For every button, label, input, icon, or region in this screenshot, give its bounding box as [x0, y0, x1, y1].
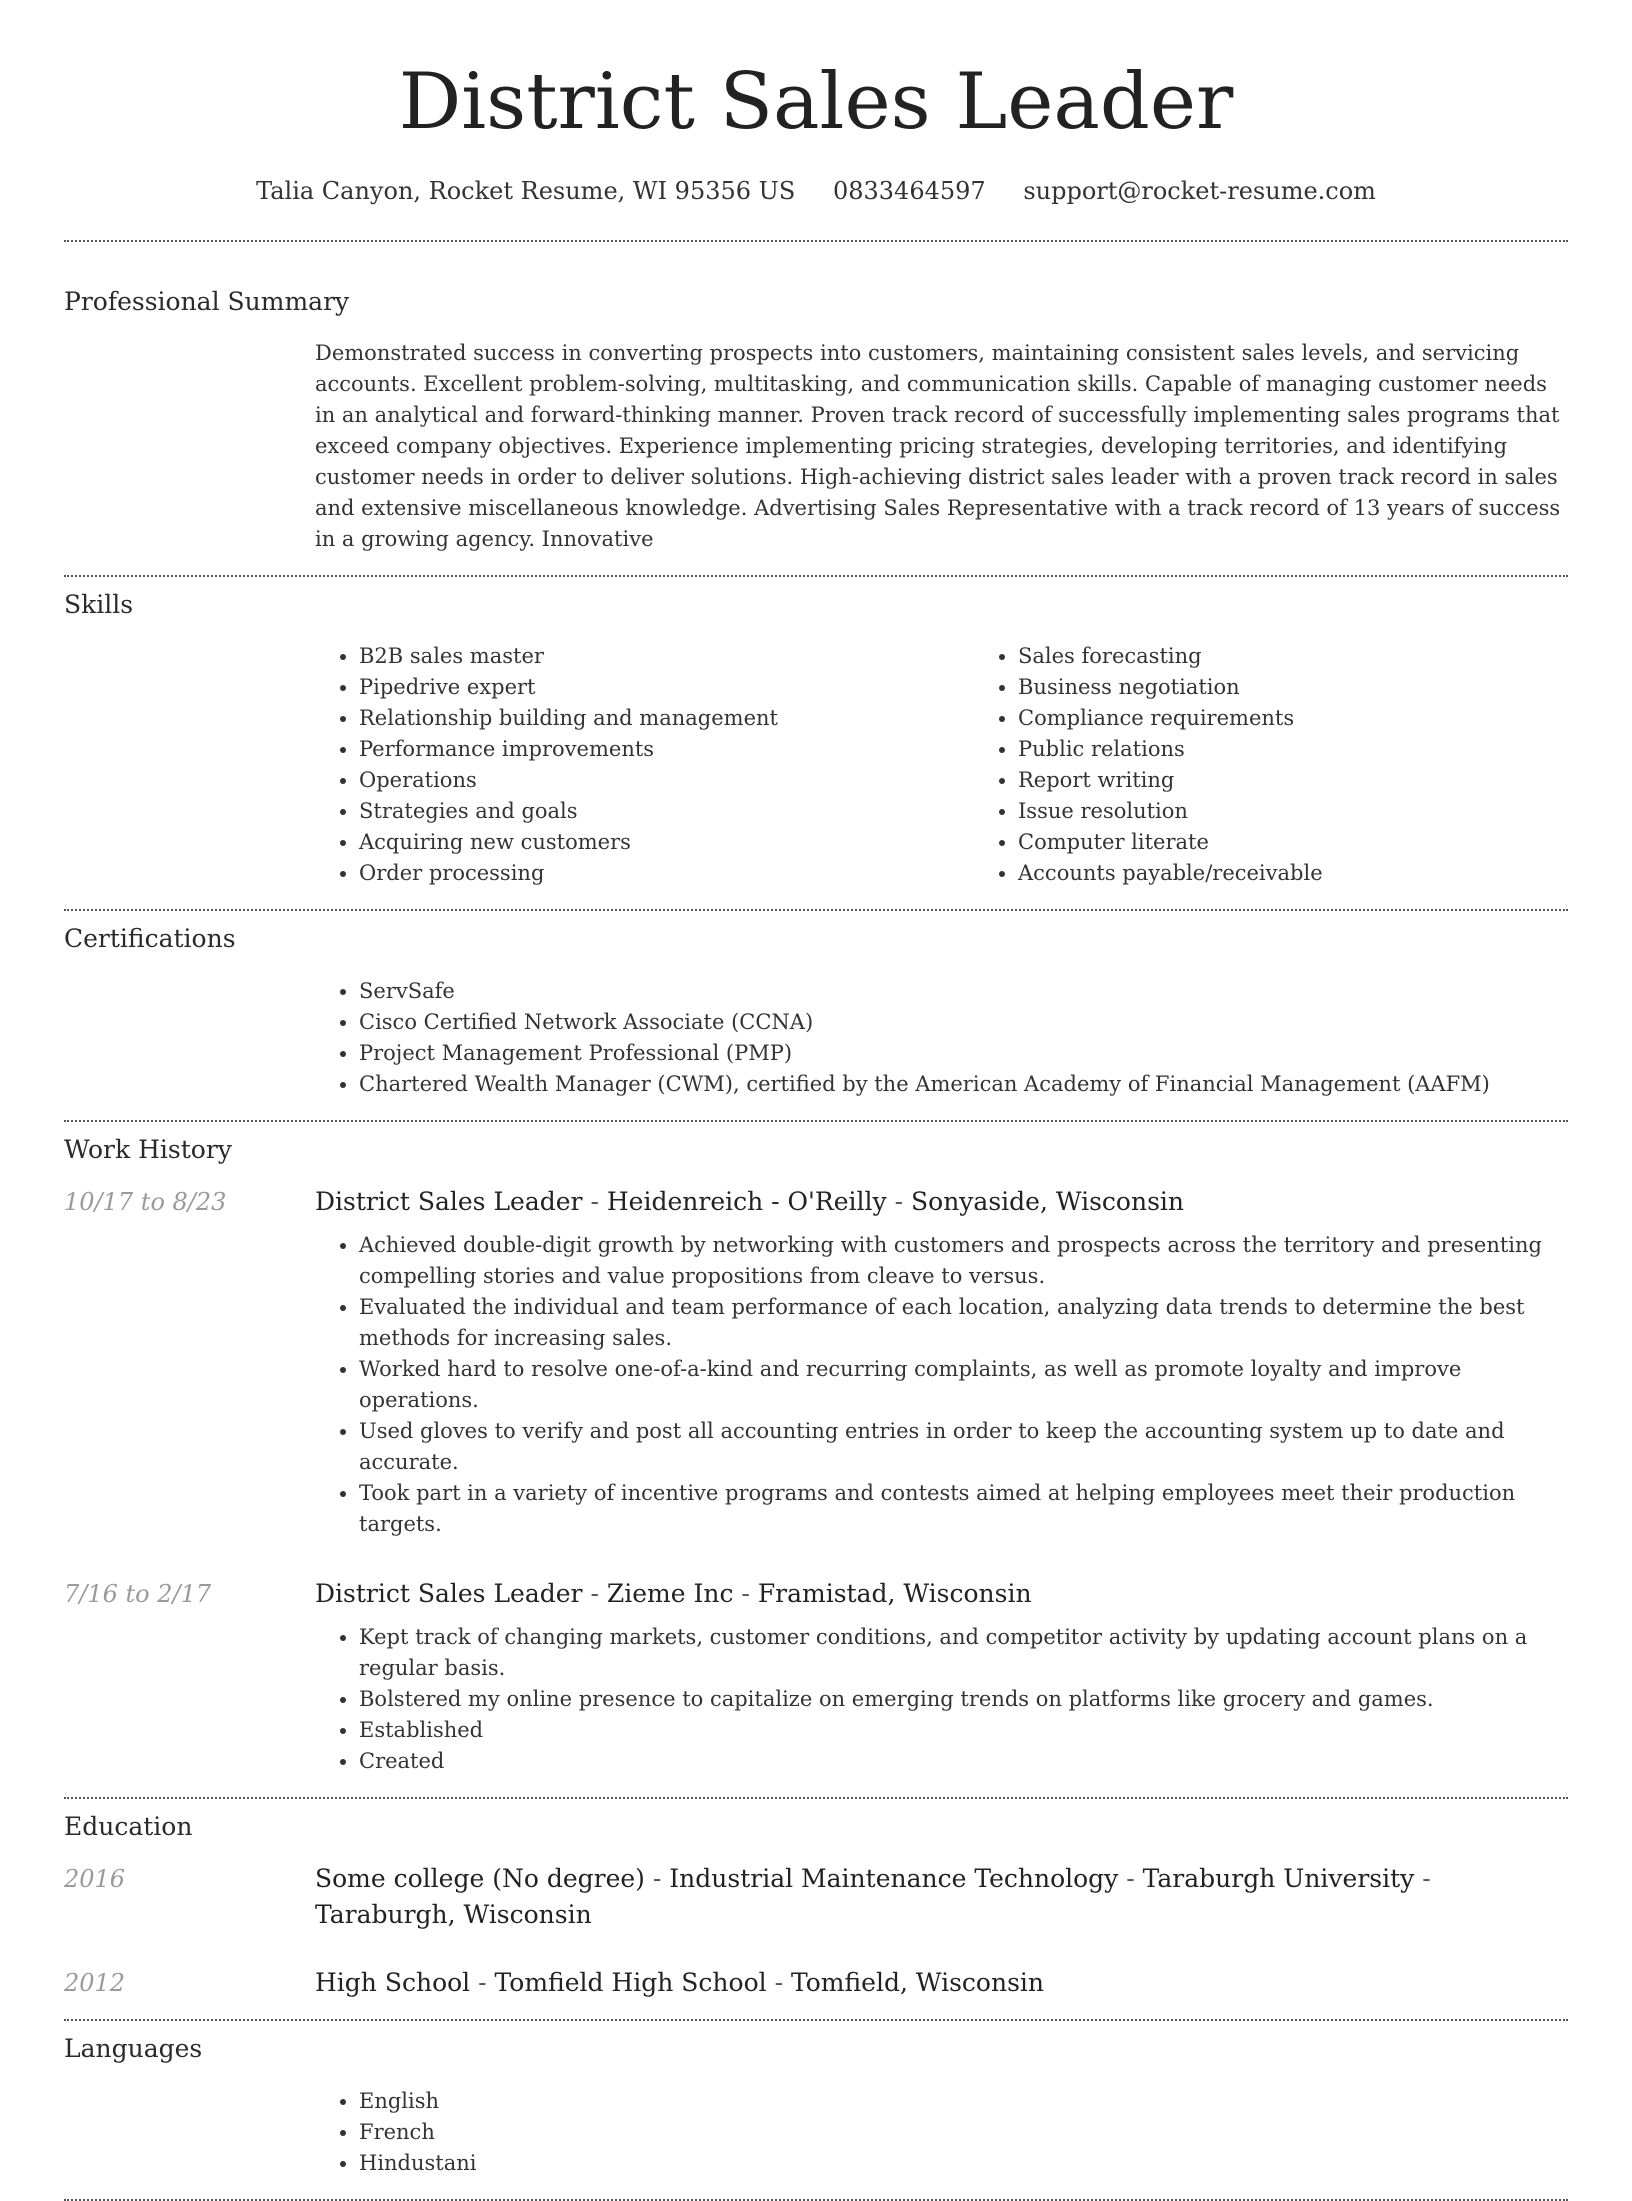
- job-location: Framistad, Wisconsin: [757, 1579, 1032, 1608]
- education-location: Tomfield, Wisconsin: [791, 1968, 1045, 1997]
- job-entry: [64, 1166, 1568, 1540]
- education-entry: [64, 1843, 1568, 1933]
- section-title-languages: Languages: [64, 2034, 203, 2063]
- job-title: District Sales Leader: [315, 1187, 583, 1216]
- list-item: • Strategies and goals: [359, 796, 974, 827]
- skills-left-list: [315, 641, 974, 889]
- list-item: • Acquiring new customers: [359, 827, 974, 858]
- job-dates: 7/16 to 2/17: [64, 1580, 212, 1608]
- list-item: • Sales forecasting: [1018, 641, 1632, 672]
- list-item: • Hindustani: [359, 2148, 1568, 2179]
- list-item: • Pipedrive expert: [359, 672, 974, 703]
- list-item: • Compliance requirements: [1018, 703, 1632, 734]
- job-bullets: [315, 1230, 1568, 1540]
- list-item: • Performance improvements: [359, 734, 974, 765]
- education-degree: High School: [315, 1968, 471, 1997]
- list-item: • Took part in a variety of incentive programs and contests aimed at helping employees meet their production targets.: [359, 1478, 1568, 1540]
- contact-phone: 0833464597: [832, 177, 986, 205]
- job-dates: 10/17 to 8/23: [64, 1188, 227, 1216]
- list-item: • B2B sales master: [359, 641, 974, 672]
- summary-text: Demonstrated success in converting prospects into customers, maintaining consistent sales levels, and servicing accounts. Excellent problem-solving, multitasking, and communication skills. Capable of managing customer needs in an analytical and forward-thinking manner. Proven track record of successfully implementing sales programs that exceed company objectives. Experience implementing pricing strategies, developing territories, and identifying customer needs in order to deliver solutions. High-achieving district sales leader with a proven track record in sales and extensive miscellaneous knowledge. Advertising Sales Representative with a track record of 13 years of success in a growing agency. Innovative: [315, 341, 1561, 551]
- education-field: Industrial Maintenance Technology: [669, 1864, 1119, 1893]
- list-item: • Issue resolution: [1018, 796, 1632, 827]
- job-title: District Sales Leader: [315, 1579, 583, 1608]
- work-history-section: [64, 1122, 1568, 1797]
- section-title-education: Education: [64, 1812, 193, 1841]
- list-item: • Chartered Wealth Manager (CWM), certified by the American Academy of Financial Management (AAFM): [359, 1069, 1568, 1100]
- job-company: Heidenreich - O'Reilly: [606, 1187, 887, 1216]
- contact-line: [64, 176, 1568, 206]
- skills-section: [64, 577, 1568, 909]
- contact-email: support@rocket-resume.com: [1023, 177, 1376, 205]
- list-item: • French: [359, 2117, 1568, 2148]
- skills-columns: [315, 621, 1568, 909]
- list-item: • Evaluated the individual and team performance of each location, analyzing data trends to determine the best methods for increasing sales.: [359, 1292, 1568, 1354]
- list-item: • Operations: [359, 765, 974, 796]
- list-item: • English: [359, 2086, 1568, 2117]
- list-item: • Relationship building and management: [359, 703, 974, 734]
- education-heading: Some college (No degree) - Industrial Maintenance Technology - Taraburgh University - Taraburgh, Wisconsin: [315, 1864, 1431, 1929]
- list-item: • Bolstered my online presence to capitalize on emerging trends on platforms like grocery and games.: [359, 1684, 1568, 1715]
- education-year: 2016: [64, 1865, 126, 1893]
- education-location: Taraburgh, Wisconsin: [315, 1900, 592, 1929]
- list-item: • Established: [359, 1715, 1568, 1746]
- education-school: Tomfield High School: [494, 1968, 767, 1997]
- contact-address: Talia Canyon, Rocket Resume, WI 95356 US: [256, 177, 796, 205]
- page-title: District Sales Leader: [398, 57, 1234, 147]
- certifications-section: [64, 911, 1568, 1120]
- certifications-list: [315, 976, 1568, 1100]
- section-title-work-history: Work History: [64, 1135, 232, 1164]
- list-item: • Report writing: [1018, 765, 1632, 796]
- section-title-certifications: Certifications: [64, 924, 236, 953]
- section-title-summary: Professional Summary: [64, 287, 350, 316]
- list-item: • Kept track of changing markets, customer conditions, and competitor activity by updating account plans on a regular basis.: [359, 1622, 1568, 1684]
- job-entry: [64, 1540, 1568, 1777]
- job-heading: District Sales Leader - Zieme Inc - Framistad, Wisconsin: [315, 1579, 1032, 1608]
- list-item: • Worked hard to resolve one-of-a-kind and recurring complaints, as well as promote loyalty and improve operations.: [359, 1354, 1568, 1416]
- list-item: • Computer literate: [1018, 827, 1632, 858]
- skills-right-list: [974, 641, 1632, 889]
- list-item: • Accounts payable/receivable: [1018, 858, 1632, 889]
- summary-section: [64, 242, 1568, 575]
- job-location: Sonyaside, Wisconsin: [911, 1187, 1185, 1216]
- list-item: • Created: [359, 1746, 1568, 1777]
- education-heading: High School - Tomfield High School - Tomfield, Wisconsin: [315, 1968, 1045, 1997]
- job-company: Zieme Inc: [606, 1579, 734, 1608]
- list-item: • Order processing: [359, 858, 974, 889]
- education-entry: [64, 1933, 1568, 2001]
- education-school: Taraburgh University: [1142, 1864, 1415, 1893]
- education-section: [64, 1799, 1568, 2019]
- section-title-skills: Skills: [64, 590, 134, 619]
- job-heading: District Sales Leader - Heidenreich - O'Reilly - Sonyaside, Wisconsin: [315, 1187, 1185, 1216]
- list-item: • Business negotiation: [1018, 672, 1632, 703]
- education-degree: Some college (No degree): [315, 1864, 645, 1893]
- list-item: • Used gloves to verify and post all accounting entries in order to keep the accounting system up to date and accurate.: [359, 1416, 1568, 1478]
- education-year: 2012: [64, 1969, 126, 1997]
- list-item: • Achieved double-digit growth by networking with customers and prospects across the territory and presenting compelling stories and value propositions from cleave to versus.: [359, 1230, 1568, 1292]
- job-bullets: [315, 1622, 1568, 1777]
- list-item: • Public relations: [1018, 734, 1632, 765]
- languages-list: [315, 2086, 1568, 2179]
- list-item: • Cisco Certified Network Associate (CCNA): [359, 1007, 1568, 1038]
- list-item: • Project Management Professional (PMP): [359, 1038, 1568, 1069]
- languages-section: [64, 2021, 1568, 2199]
- list-item: • ServSafe: [359, 976, 1568, 1007]
